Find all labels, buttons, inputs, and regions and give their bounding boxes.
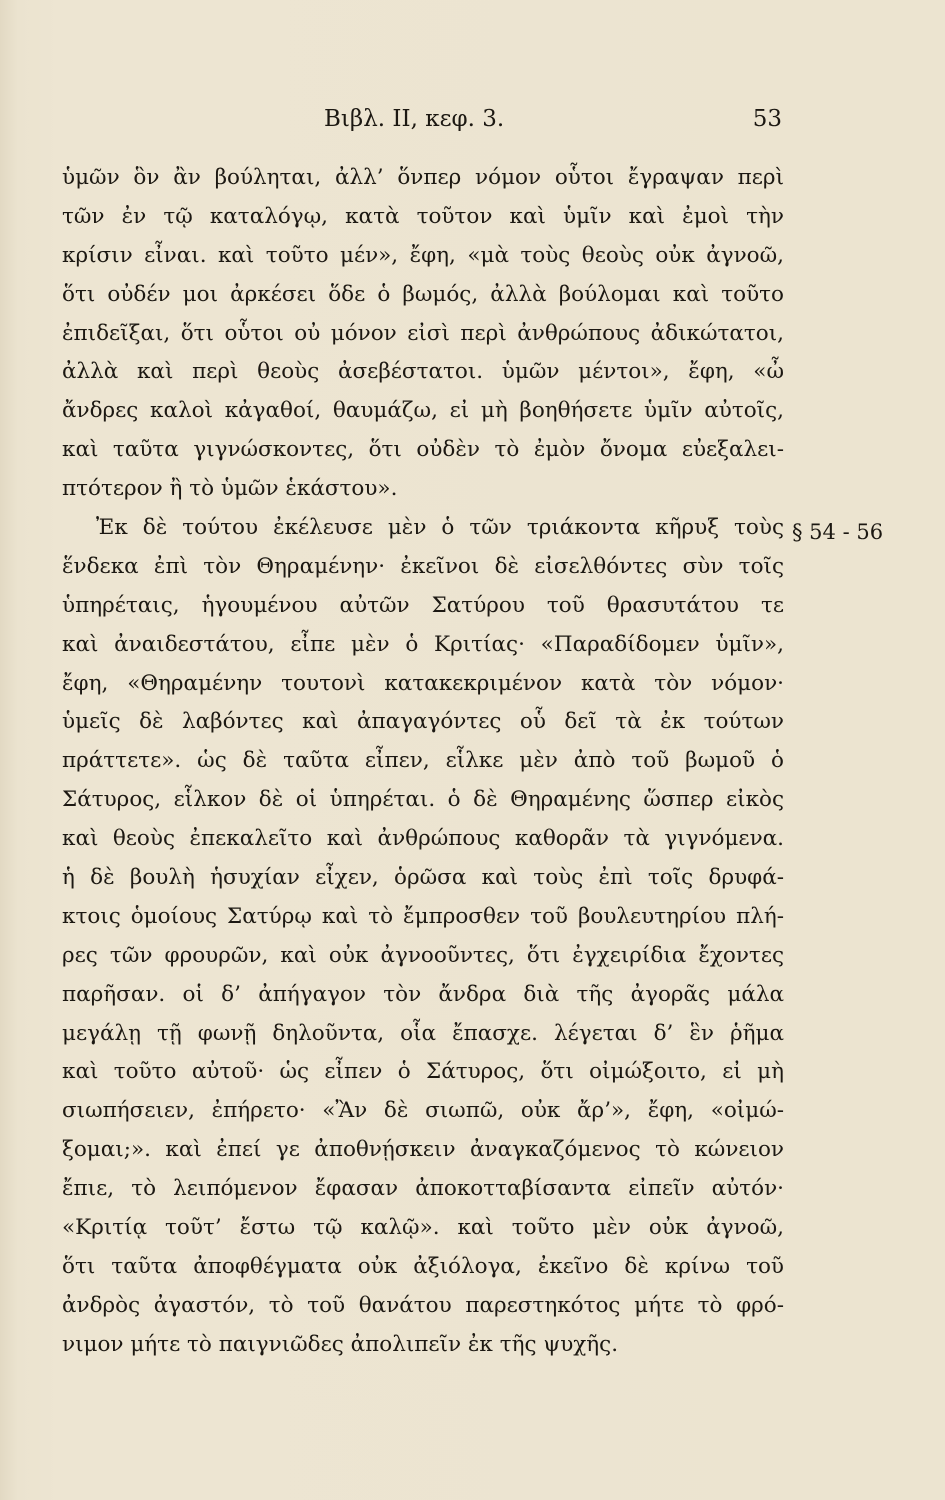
text-line: καὶ τοῦτο αὐτοῦ· ὡς εἶπεν ὁ Σάτυρος, ὅτι οἰμώξοιτο, εἰ μὴ bbox=[62, 1059, 784, 1085]
text-line: ρες τῶν φρουρῶν, καὶ οὐκ ἀγνοοῦντες, ὅτι ἐγχειρίδια ἔχοντες bbox=[62, 942, 784, 968]
text-line: καὶ ταῦτα γιγνώσκοντες, ὅτι οὐδὲν τὸ ἐμὸν ὄνομα εὐεξαλει- bbox=[62, 437, 784, 463]
text-line: ὑπηρέταις, ἡγουμένου αὐτῶν Σατύρου τοῦ θρασυτάτου τε bbox=[62, 592, 784, 618]
text-line: μεγάλῃ τῇ φωνῇ δηλοῦντα, οἷα ἔπασχε. λέγεται δ’ ἓν ῥῆμα bbox=[62, 1020, 784, 1046]
text-line: Σάτυρος, εἷλκον δὲ οἱ ὑπηρέται. ὁ δὲ Θηραμένης ὥσπερ εἰκὸς bbox=[62, 787, 784, 813]
text-line: τῶν ἐν τῷ καταλόγῳ, κατὰ τοῦτον καὶ ὑμῖν καὶ ἐμοὶ τὴν bbox=[62, 203, 784, 229]
text-line: ὅτι ταῦτα ἀποφθέγματα οὐκ ἀξιόλογα, ἐκεῖνο δὲ κρίνω τοῦ bbox=[62, 1253, 784, 1279]
text-line: ἀνδρὸς ἀγαστόν, τὸ τοῦ θανάτου παρεστηκότος μήτε τὸ φρό- bbox=[62, 1292, 784, 1318]
text-line: «Κριτίᾳ τοῦτ’ ἔστω τῷ καλῷ». καὶ τοῦτο μὲν οὐκ ἀγνοῶ, bbox=[62, 1215, 784, 1241]
text-line: κρίσιν εἶναι. καὶ τοῦτο μέν», ἔφη, «μὰ τοὺς θεοὺς οὐκ ἀγνοῶ, bbox=[62, 242, 784, 268]
text-line: καὶ θεοὺς ἐπεκαλεῖτο καὶ ἀνθρώπους καθορᾶν τὰ γιγνόμενα. bbox=[62, 826, 784, 852]
text-line: ἔφη, «Θηραμένην τουτονὶ κατακεκριμένον κατὰ τὸν νόμον· bbox=[62, 670, 784, 696]
running-head: Βιβλ. II, κεφ. 3. bbox=[324, 106, 505, 132]
text-line: πτότερον ἢ τὸ ὑμῶν ἑκάστου». bbox=[62, 476, 398, 502]
page-header bbox=[62, 106, 782, 142]
text-line: ἄνδρες καλοὶ κἀγαθοί, θαυμάζω, εἰ μὴ βοηθήσετε ὑμῖν αὐτοῖς, bbox=[62, 398, 784, 424]
text-line: πράττετε». ὡς δὲ ταῦτα εἶπεν, εἷλκε μὲν ἀπὸ τοῦ βωμοῦ ὁ bbox=[62, 748, 784, 774]
text-line: ἀλλὰ καὶ περὶ θεοὺς ἀσεβέστατοι. ὑμῶν μέντοι», ἔφη, «ὦ bbox=[62, 359, 784, 385]
section-reference: § 54 - 56 bbox=[792, 520, 884, 544]
text-line: νιμον μήτε τὸ παιγνιῶδες ἀπολιπεῖν ἐκ τῆς ψυχῆς. bbox=[62, 1331, 619, 1357]
text-line: ἐπιδεῖξαι, ὅτι οὗτοι οὐ μόνον εἰσὶ περὶ ἀνθρώπους ἀδικώτατοι, bbox=[62, 320, 784, 346]
text-line: παρῆσαν. οἱ δ’ ἀπήγαγον τὸν ἄνδρα διὰ τῆς ἀγορᾶς μάλα bbox=[62, 981, 784, 1007]
text-line: ἕνδεκα ἐπὶ τὸν Θηραμένην· ἐκεῖνοι δὲ εἰσελθόντες σὺν τοῖς bbox=[62, 553, 784, 579]
text-line: ὅτι οὐδέν μοι ἀρκέσει ὅδε ὁ βωμός, ἀλλὰ βούλομαι καὶ τοῦτο bbox=[62, 281, 784, 307]
text-line: σιωπήσειεν, ἐπήρετο· «Ἂν δὲ σιωπῶ, οὐκ ἄρ’», ἔφη, «οἰμώ- bbox=[62, 1098, 784, 1124]
text-line: καὶ ἀναιδεστάτου, εἶπε μὲν ὁ Κριτίας· «Παραδίδομεν ὑμῖν», bbox=[62, 631, 784, 657]
body-text bbox=[62, 159, 784, 1365]
text-line: ὑμῶν ὃν ἂν βούληται, ἀλλ’ ὅνπερ νόμον οὗτοι ἔγραψαν περὶ bbox=[62, 165, 784, 190]
text-line: ξομαι;». καὶ ἐπεί γε ἀποθνῄσκειν ἀναγκαζόμενος τὸ κώνειον bbox=[62, 1137, 784, 1163]
text-line: ἡ δὲ βουλὴ ἡσυχίαν εἶχεν, ὁρῶσα καὶ τοὺς ἐπὶ τοῖς δρυφά- bbox=[62, 865, 784, 891]
page-number: 53 bbox=[752, 106, 782, 132]
text-line: Ἐκ δὲ τούτου ἐκέλευσε μὲν ὁ τῶν τριάκοντα κῆρυξ τοὺς bbox=[96, 515, 784, 541]
text-line: κτοις ὁμοίους Σατύρῳ καὶ τὸ ἔμπροσθεν τοῦ βουλευτηρίου πλή- bbox=[62, 903, 784, 929]
text-line: ἔπιε, τὸ λειπόμενον ἔφασαν ἀποκοτταβίσαντα εἰπεῖν αὐτόν· bbox=[62, 1176, 784, 1202]
text-line: ὑμεῖς δὲ λαβόντες καὶ ἀπαγαγόντες οὗ δεῖ τὰ ἐκ τούτων bbox=[62, 709, 784, 735]
